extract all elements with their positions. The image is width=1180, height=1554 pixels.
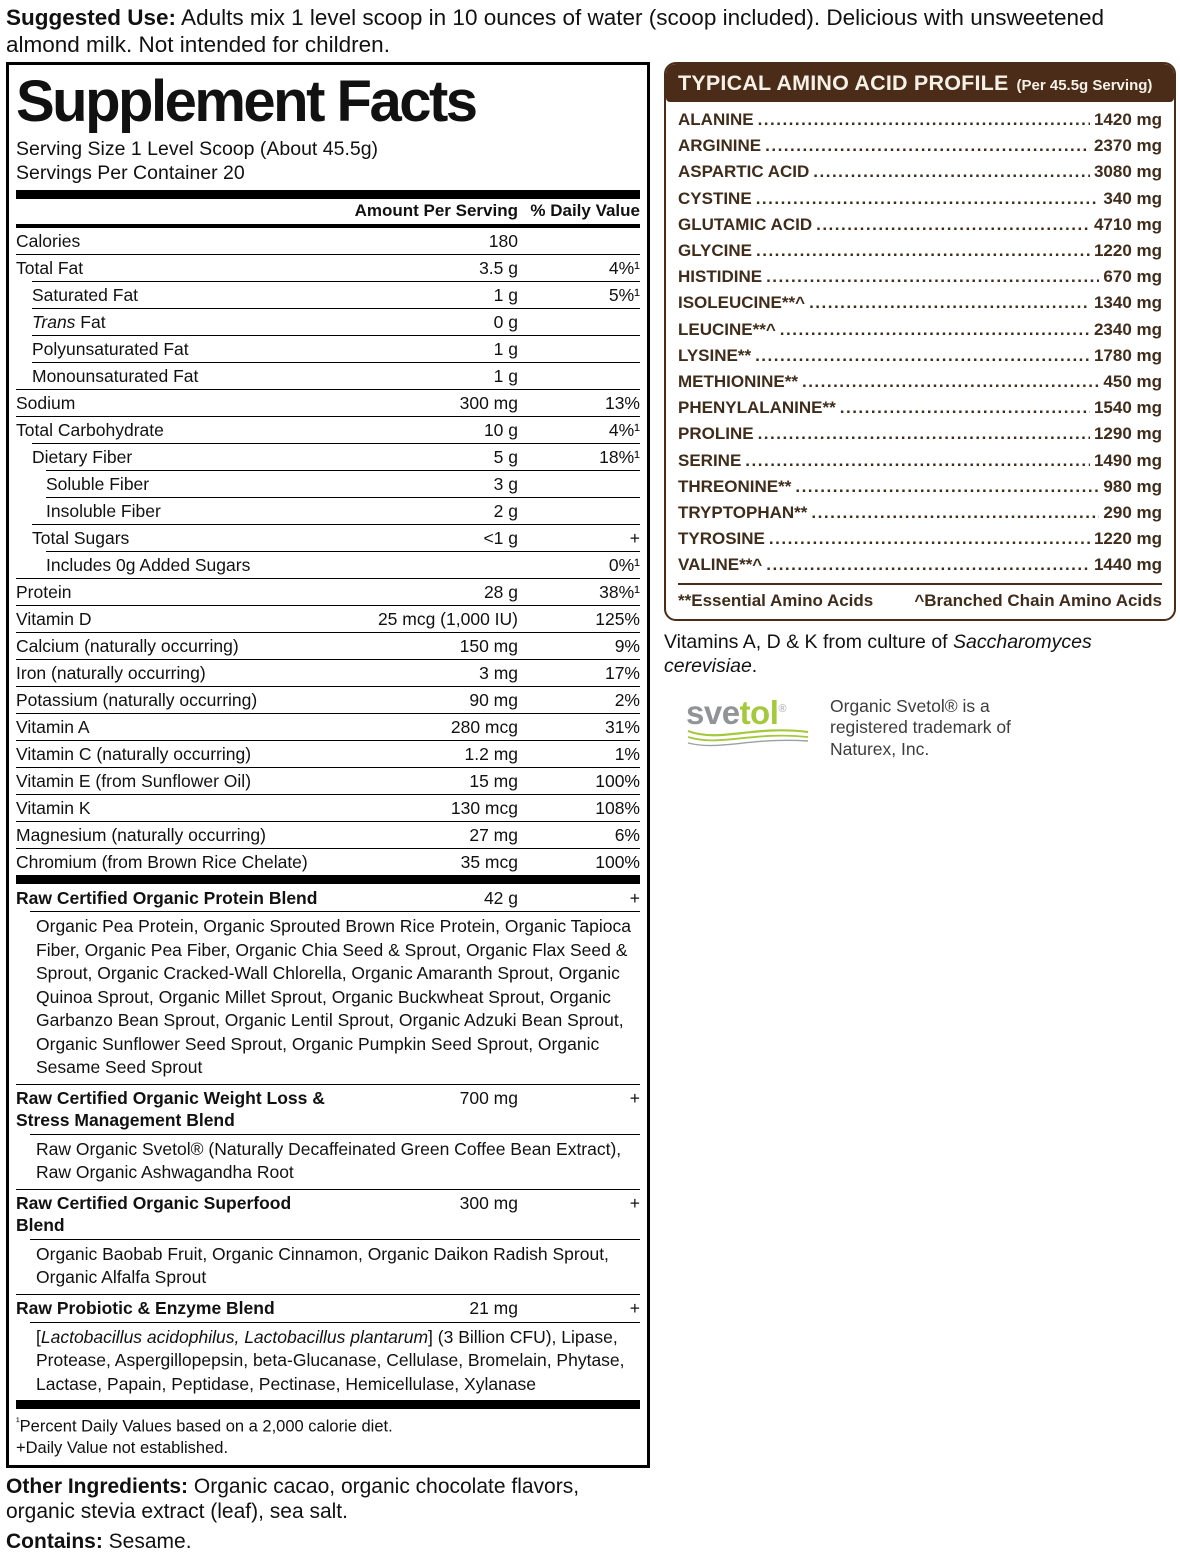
amino-row-lysine: LYSINE** ..... 1780 mg — [678, 343, 1162, 369]
nutrient-row-potassium: Potassium (naturally occurring) 90 mg 2% — [16, 686, 640, 713]
blend-desc-superfood: Organic Baobab Fruit, Organic Cinnamon, Organic Daikon Radish Sprout, Organic Alfalfa Sprout — [30, 1239, 640, 1294]
nutrient-row-chromium: Chromium (from Brown Rice Chelate) 35 mcg 100% — [16, 848, 640, 875]
nutrient-row-polyunsaturated-fat: Polyunsaturated Fat 1 g — [32, 335, 640, 362]
amino-acid-panel — [664, 62, 1176, 621]
blend-header-superfood: Raw Certified Organic Superfood Blend 300 mg + — [16, 1189, 640, 1239]
dot-leader — [756, 238, 1090, 264]
nutrient-row-added-sugars: Includes 0g Added Sugars 0%¹ — [46, 551, 640, 578]
nutrient-row-calories: Calories 180 — [16, 230, 518, 251]
column-header-dv: % Daily Value — [530, 201, 640, 220]
amino-panel-title: TYPICAL AMINO ACID PROFILE — [678, 71, 1009, 95]
nutrient-row-vitamin-c: Vitamin C (naturally occurring) 1.2 mg 1% — [16, 740, 640, 767]
nutrient-row-vitamin-a: Vitamin A 280 mcg 31% — [16, 713, 640, 740]
dot-leader — [795, 474, 1099, 500]
serving-size: Serving Size 1 Level Scoop (About 45.5g) — [16, 138, 379, 160]
nutrient-row-iron: Iron (naturally occurring) 3 mg 17% — [16, 659, 640, 686]
amino-row-arginine: ARGININE ..... 2370 mg — [678, 133, 1162, 159]
nutrient-row-dietary-fiber: Dietary Fiber 5 g 18%¹ — [32, 443, 640, 470]
nutrient-row-total-carbohydrate: Total Carbohydrate 10 g 4%¹ — [16, 416, 640, 443]
dot-leader — [769, 526, 1090, 552]
blend-header-weight-loss: Raw Certified Organic Weight Loss & Stress Management Blend 700 mg + — [16, 1084, 640, 1134]
suggested-use-text: Adults mix 1 level scoop in 10 ounces of water (scoop included). Delicious with unsweetened almond milk. Not intended for children. — [6, 5, 1105, 57]
vitamins-culture-note: Vitamins A, D & K from culture of Saccharomyces cerevisiae. — [664, 630, 1092, 677]
servings-per-container: Servings Per Container 20 — [16, 162, 245, 184]
divider-thick — [16, 1400, 640, 1409]
nutrient-row-saturated-fat: Saturated Fat 1 g 5%¹ — [32, 281, 640, 308]
svetol-logo — [686, 694, 816, 750]
nutrient-row-monounsaturated-fat: Monounsaturated Fat 1 g — [32, 362, 640, 389]
other-ingredients: Other Ingredients: Organic cacao, organic chocolate flavors, organic stevia extract (leaf), sea salt. — [6, 1474, 580, 1523]
nutrient-row-calcium: Calcium (naturally occurring) 150 mg 9% — [16, 632, 640, 659]
amino-row-serine: SERINE ..... 1490 mg — [678, 448, 1162, 474]
left-column — [6, 62, 650, 1554]
supplement-facts-panel — [6, 62, 650, 1468]
nutrient-row-sodium: Sodium 300 mg 13% — [16, 389, 640, 416]
blend-desc-probiotic: [Lactobacillus acidophilus, Lactobacillus plantarum] (3 Billion CFU), Lipase, Protease, Aspergillopepsin, beta-Glucanase, Cellulase, Bromelain, Phytase, Lactase, Papain, Peptidase, Pectinase, Hemicellulase, Xylanase — [30, 1322, 640, 1401]
suggested-use — [6, 4, 1166, 58]
bcaa-note: ^Branched Chain Amino Acids — [914, 590, 1162, 610]
svetol-trademark-text: Organic Svetol® is a registered trademark of Naturex, Inc. — [830, 695, 1011, 759]
dot-leader — [756, 186, 1100, 212]
amino-row-threonine: THREONINE** ..... 980 mg — [678, 474, 1162, 500]
column-headers — [16, 199, 640, 224]
column-header-amount: Amount Per Serving — [354, 201, 518, 220]
nutrient-row-soluble-fiber: Soluble Fiber 3 g — [46, 470, 640, 497]
dot-leader — [813, 159, 1090, 185]
label-columns — [6, 62, 1176, 1554]
nutrient-row-total-fat: Total Fat 3.5 g 4%¹ — [16, 254, 640, 281]
supplement-facts-title: Supplement Facts — [16, 69, 476, 134]
nutrient-row-total-sugars: Total Sugars <1 g + — [32, 524, 640, 551]
blend-header-protein: Raw Certified Organic Protein Blend 42 g + — [16, 887, 640, 908]
amino-row-leucine: LEUCINE**^ ..... 2340 mg — [678, 317, 1162, 343]
amino-panel-header — [666, 64, 1174, 102]
amino-row-tryptophan: TRYPTOPHAN** ..... 290 mg — [678, 500, 1162, 526]
amino-list — [666, 102, 1174, 579]
dot-leader — [765, 133, 1090, 159]
amino-row-glycine: GLYCINE ..... 1220 mg — [678, 238, 1162, 264]
divider-thick — [16, 190, 640, 199]
nutrient-row-insoluble-fiber: Insoluble Fiber 2 g — [46, 497, 640, 524]
nutrient-row-vitamin-k: Vitamin K 130 mcg 108% — [16, 794, 640, 821]
contains-lead: Contains: — [6, 1529, 103, 1553]
amino-row-isoleucine: ISOLEUCINE**^ ..... 1340 mg — [678, 290, 1162, 316]
amino-row-proline: PROLINE ..... 1290 mg — [678, 421, 1162, 447]
amino-row-cystine: CYSTINE ..... 340 mg — [678, 186, 1162, 212]
amino-row-alanine: ALANINE ..... 1420 mg — [678, 107, 1162, 133]
dot-leader — [809, 290, 1090, 316]
dot-leader — [766, 552, 1090, 578]
nutrient-row-protein: Protein 28 g 38%¹ — [16, 578, 640, 605]
amino-panel-subtitle: (Per 45.5g Serving) — [1016, 77, 1153, 94]
blend-header-probiotic: Raw Probiotic & Enzyme Blend 21 mg + — [16, 1294, 640, 1322]
dot-leader — [780, 317, 1090, 343]
dot-leader — [811, 500, 1099, 526]
daily-value-footnote: $^{^1}$Percent Daily Values based on a 2,000 calorie diet. +Daily Value not established. — [16, 1416, 393, 1457]
amino-row-valine: VALINE**^ ..... 1440 mg — [678, 552, 1162, 578]
dot-leader — [745, 448, 1090, 474]
amino-row-methionine: METHIONINE** ..... 450 mg — [678, 369, 1162, 395]
dot-leader — [802, 369, 1099, 395]
dot-leader — [816, 212, 1090, 238]
amino-row-histidine: HISTIDINE ..... 670 mg — [678, 264, 1162, 290]
dot-leader — [840, 395, 1090, 421]
essential-amino-note: **Essential Amino Acids — [678, 590, 874, 610]
dot-leader — [755, 343, 1090, 369]
amino-row-phenylalanine: PHENYLALANINE** ..... 1540 mg — [678, 395, 1162, 421]
amino-row-aspartic-acid: ASPARTIC ACID ..... 3080 mg — [678, 159, 1162, 185]
dot-leader — [758, 421, 1090, 447]
svetol-block — [686, 694, 1176, 761]
dot-leader — [758, 107, 1090, 133]
blend-desc-weight-loss: Raw Organic Svetol® (Naturally Decaffeinated Green Coffee Bean Extract), Raw Organic Ashwagandha Root — [30, 1134, 640, 1189]
amino-row-glutamic-acid: GLUTAMIC ACID ..... 4710 mg — [678, 212, 1162, 238]
nutrient-row-vitamin-e: Vitamin E (from Sunflower Oil) 15 mg 100% — [16, 767, 640, 794]
amino-row-tyrosine: TYROSINE ..... 1220 mg — [678, 526, 1162, 552]
dot-leader — [766, 264, 1099, 290]
svetol-wordmark: svetol® — [686, 693, 786, 731]
nutrient-row-magnesium: Magnesium (naturally occurring) 27 mg 6% — [16, 821, 640, 848]
nutrient-row-trans-fat: Trans Fat 0 g — [32, 308, 640, 335]
nutrient-row-vitamin-d: Vitamin D 25 mcg (1,000 IU) 125% — [16, 605, 640, 632]
divider-thick — [16, 875, 640, 884]
right-column — [664, 62, 1176, 1554]
suggested-use-lead: Suggested Use: — [6, 5, 177, 30]
amino-footnotes — [678, 583, 1162, 619]
blend-desc-protein: Organic Pea Protein, Organic Sprouted Brown Rice Protein, Organic Tapioca Fiber, Organic Pea Fiber, Organic Chia Seed & Sprout, Organic Flax Seed & Sprout, Organic Cracked-Wall Chlorella, Organic Amaranth Sprout, Organic Quinoa Sprout, Organic Millet Sprout, Organic Buckwheat Sprout, Organic Garbanzo Bean Sprout, Organic Lentil Sprout, Organic Adzuki Bean Sprout, Organic Sunflower Seed Sprout, Organic Pumpkin Seed Sprout, Organic Sesame Seed Sprout — [30, 911, 640, 1084]
other-ingredients-lead: Other Ingredients: — [6, 1474, 189, 1498]
contains-statement: Contains: Sesame. — [6, 1529, 192, 1553]
